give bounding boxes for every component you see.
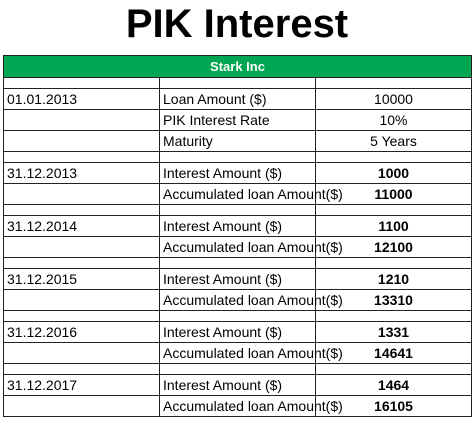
empty-cell[interactable] [160, 78, 316, 89]
accumulated-row [4, 290, 472, 311]
empty-cell[interactable] [160, 258, 316, 269]
spacer-row [4, 364, 472, 375]
value-cell[interactable]: 11000 [316, 184, 472, 205]
empty-cell[interactable] [4, 343, 160, 364]
label-cell[interactable]: Accumulated loan Amount($) [160, 343, 316, 364]
empty-cell[interactable] [4, 184, 160, 205]
label-cell[interactable]: Interest Amount ($) [160, 216, 316, 237]
value-cell[interactable]: 10% [316, 110, 472, 131]
pik-interest-table [3, 55, 472, 417]
value-cell[interactable]: 13310 [316, 290, 472, 311]
value-cell[interactable]: 5 Years [316, 131, 472, 152]
date-cell[interactable]: 31.12.2016 [4, 322, 160, 343]
interest-row [4, 322, 472, 343]
spacer-row [4, 311, 472, 322]
label-cell[interactable]: Interest Amount ($) [160, 269, 316, 290]
empty-cell[interactable] [316, 364, 472, 375]
company-header-cell[interactable]: Stark Inc [4, 56, 472, 78]
value-cell[interactable]: 16105 [316, 396, 472, 417]
empty-cell[interactable] [160, 311, 316, 322]
interest-row [4, 269, 472, 290]
value-cell[interactable]: 1000 [316, 163, 472, 184]
date-cell[interactable]: 31.12.2013 [4, 163, 160, 184]
interest-row [4, 163, 472, 184]
date-cell[interactable]: 31.12.2017 [4, 375, 160, 396]
value-cell[interactable]: 1210 [316, 269, 472, 290]
value-cell[interactable]: 1100 [316, 216, 472, 237]
accumulated-row [4, 396, 472, 417]
value-cell[interactable]: 1464 [316, 375, 472, 396]
empty-cell[interactable] [4, 396, 160, 417]
label-cell[interactable]: Accumulated loan Amount($) [160, 237, 316, 258]
empty-cell[interactable] [160, 152, 316, 163]
empty-cell[interactable] [4, 311, 160, 322]
date-cell[interactable] [4, 131, 160, 152]
spacer-row [4, 258, 472, 269]
spacer-row [4, 152, 472, 163]
empty-cell[interactable] [316, 78, 472, 89]
label-cell[interactable]: Interest Amount ($) [160, 322, 316, 343]
table-body [4, 56, 472, 417]
label-cell[interactable]: Accumulated loan Amount($) [160, 396, 316, 417]
label-cell[interactable]: Accumulated loan Amount($) [160, 184, 316, 205]
value-cell[interactable]: 12100 [316, 237, 472, 258]
value-cell[interactable]: 14641 [316, 343, 472, 364]
date-cell[interactable]: 01.01.2013 [4, 89, 160, 110]
interest-row [4, 375, 472, 396]
label-cell[interactable]: Interest Amount ($) [160, 163, 316, 184]
empty-cell[interactable] [4, 258, 160, 269]
page-title: PIK Interest [125, 2, 349, 46]
accumulated-row [4, 343, 472, 364]
label-cell[interactable]: Accumulated loan Amount($) [160, 290, 316, 311]
input-row-rate [4, 110, 472, 131]
spacer-row [4, 78, 472, 89]
value-cell[interactable]: 1331 [316, 322, 472, 343]
empty-cell[interactable] [4, 152, 160, 163]
date-cell[interactable]: 31.12.2014 [4, 216, 160, 237]
label-cell[interactable]: Maturity [160, 131, 316, 152]
spacer-row [4, 205, 472, 216]
empty-cell[interactable] [316, 152, 472, 163]
date-cell[interactable] [4, 110, 160, 131]
empty-cell[interactable] [160, 205, 316, 216]
empty-cell[interactable] [4, 364, 160, 375]
table-header-row [4, 56, 472, 78]
label-cell[interactable]: PIK Interest Rate [160, 110, 316, 131]
empty-cell[interactable] [4, 290, 160, 311]
accumulated-row [4, 184, 472, 205]
empty-cell[interactable] [4, 78, 160, 89]
label-cell[interactable]: Loan Amount ($) [160, 89, 316, 110]
value-cell[interactable]: 10000 [316, 89, 472, 110]
date-cell[interactable]: 31.12.2015 [4, 269, 160, 290]
empty-cell[interactable] [316, 258, 472, 269]
empty-cell[interactable] [4, 205, 160, 216]
interest-row [4, 216, 472, 237]
input-row-loan [4, 89, 472, 110]
accumulated-row [4, 237, 472, 258]
empty-cell[interactable] [316, 311, 472, 322]
label-cell[interactable]: Interest Amount ($) [160, 375, 316, 396]
input-row-maturity [4, 131, 472, 152]
empty-cell[interactable] [160, 364, 316, 375]
empty-cell[interactable] [316, 205, 472, 216]
empty-cell[interactable] [4, 237, 160, 258]
